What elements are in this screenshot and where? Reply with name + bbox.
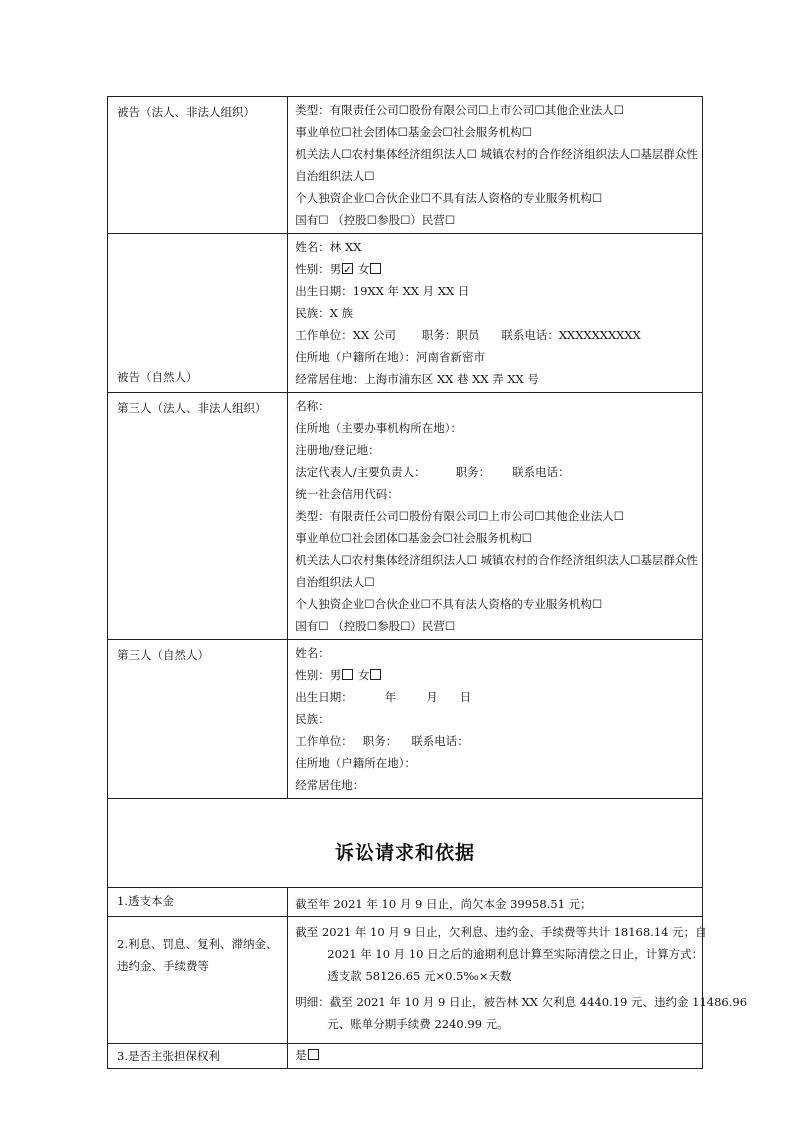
tp-org-type-line-2: 事业单位☐社会团体☐基金会☐社会服务机构☐ xyxy=(295,531,533,545)
principal-label: 1.透支本金 xyxy=(108,888,288,917)
tp-person-domicile: 住所地（户籍所在地）： xyxy=(295,756,417,770)
guarantee-value: 是 xyxy=(288,1044,703,1069)
section-heading: 诉讼请求和依据 xyxy=(334,841,475,864)
guarantee-checkbox xyxy=(308,1049,319,1060)
defendant-ethnicity: 民族：X 族 xyxy=(295,306,354,320)
male-checkbox-checked xyxy=(342,263,353,274)
third-party-org-content xyxy=(288,393,703,640)
third-party-org-label: 第三人（法人、非法人组织） xyxy=(108,393,288,640)
tp-person-birth: 出生日期： 年 月 日 xyxy=(295,690,472,704)
tp-person-name: 姓名： xyxy=(295,646,330,660)
defendant-domicile: 住所地（户籍所在地）：河南省新密市 xyxy=(295,350,486,364)
tp-person-work: 工作单位： 职务： 联系电话： xyxy=(295,734,469,748)
tp-org-type-line-5: 国有☐ （控股☐参股☐）民营☐ xyxy=(295,619,456,633)
tp-org-type-line-4: 个人独资企业☐合伙企业☐不具有法人资格的专业服务机构☐ xyxy=(295,597,603,611)
org-type-line-1: 类型：有限责任公司☐股份有限公司☐上市公司☐其他企业法人☐ xyxy=(295,103,625,117)
defendant-gender: 性别：男✓ 女 xyxy=(295,258,702,280)
interest-line-1: 截至 2021 年 10 月 9 日止，欠利息、违约金、手续费等共计 18168.14 元；自 xyxy=(295,925,707,939)
defendant-name: 姓名：林 XX xyxy=(295,240,362,254)
org-type-line-3: 机关法人☐农村集体经济组织法人☐ 城镇农村的合作经济组织法人☐基层群众性自治组织法人☐ xyxy=(295,147,698,183)
principal-value: 截至年 2021 年 10 月 9 日止，尚欠本金 39958.51 元； xyxy=(288,888,703,917)
defendant-residence: 经常居住地：上海市浦东区 XX 巷 XX 弄 XX 号 xyxy=(295,372,539,386)
defendant-person-label: 被告（自然人） xyxy=(108,234,288,393)
tp-org-type-line-1: 类型：有限责任公司☐股份有限公司☐上市公司☐其他企业法人☐ xyxy=(295,509,625,523)
org-type-line-5: 国有☐ （控股☐参股☐）民营☐ xyxy=(295,213,456,227)
tp-female-checkbox xyxy=(370,669,381,680)
principal-row xyxy=(108,888,703,917)
third-party-org-row xyxy=(108,393,703,640)
tp-person-residence: 经常居住地： xyxy=(295,778,365,792)
third-party-person-row xyxy=(108,640,703,799)
tp-org-legal-rep: 法定代表人/主要负责人： 职务： 联系电话： xyxy=(295,465,570,479)
interest-label-1: 2.利息、罚息、复利、滞纳金、 xyxy=(117,937,278,951)
guarantee-label: 3.是否主张担保权利 xyxy=(108,1044,288,1069)
org-type-line-2: 事业单位☐社会团体☐基金会☐社会服务机构☐ xyxy=(295,125,533,139)
third-party-person-label: 第三人（自然人） xyxy=(108,640,288,799)
tp-org-address: 住所地（主要办事机构所在地）： xyxy=(295,421,463,435)
tp-male-checkbox xyxy=(342,669,353,680)
tp-org-registration: 注册地/登记地： xyxy=(295,443,380,457)
interest-label-2: 违约金、手续费等 xyxy=(117,959,209,973)
tp-person-ethnicity: 民族： xyxy=(295,712,330,726)
interest-row xyxy=(108,917,703,1044)
tp-org-credit-code: 统一社会信用代码： xyxy=(295,487,399,501)
tp-org-name: 名称： xyxy=(295,399,330,413)
female-checkbox xyxy=(370,263,381,274)
interest-detail-1: 明细：截至 2021 年 10 月 9 日止，被告林 XX 欠利息 4440.19 元、违约金 11486.96 xyxy=(295,995,748,1009)
section-heading-cell xyxy=(108,799,703,888)
defendant-org-row xyxy=(108,97,703,234)
interest-content xyxy=(288,917,748,1044)
guarantee-row xyxy=(108,1044,703,1069)
org-type-line-4: 个人独资企业☐合伙企业☐不具有法人资格的专业服务机构☐ xyxy=(295,191,603,205)
third-party-person-content xyxy=(288,640,703,799)
complaint-form-table xyxy=(107,96,748,1069)
interest-detail-2: 元、账单分期手续费 2240.99 元。 xyxy=(327,1017,509,1031)
defendant-birth: 出生日期：19XX 年 XX 月 XX 日 xyxy=(295,284,470,298)
defendant-person-content xyxy=(288,234,703,393)
defendant-org-content xyxy=(288,97,703,234)
section-heading-row xyxy=(108,799,703,888)
interest-line-3: 透支款 58126.65 元×0.5‰×天数 xyxy=(327,969,512,983)
interest-label-cell xyxy=(108,917,288,1044)
defendant-org-label: 被告（法人、非法人组织） xyxy=(108,97,288,234)
defendant-work: 工作单位：XX 公司 职务：职员 联系电话：XXXXXXXXXX xyxy=(295,328,641,342)
defendant-person-row xyxy=(108,234,703,393)
interest-line-2: 2021 年 10 月 10 日之后的逾期利息计算至实际清偿之日止，计算方式： xyxy=(327,947,704,961)
tp-org-type-line-3: 机关法人☐农村集体经济组织法人☐ 城镇农村的合作经济组织法人☐基层群众性自治组织法人☐ xyxy=(295,553,698,589)
tp-person-gender: 性别：男 女 xyxy=(295,664,702,686)
